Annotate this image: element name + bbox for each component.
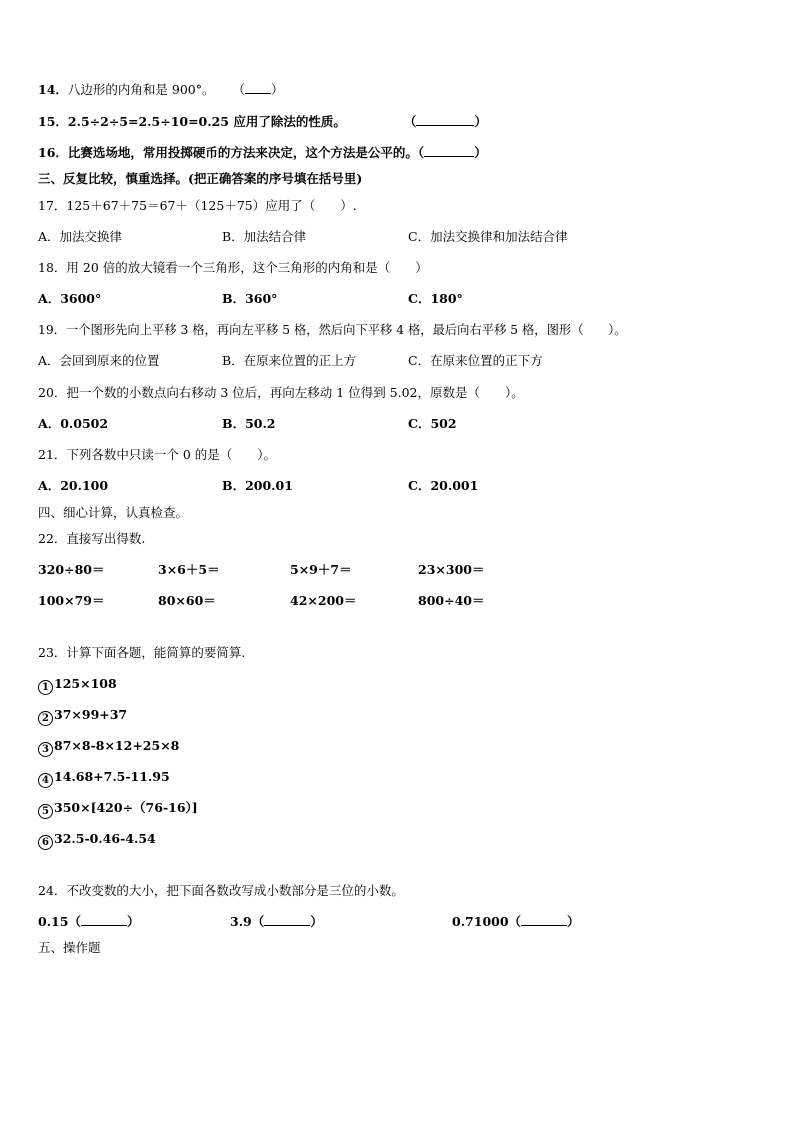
circled-number-6: 6 — [38, 835, 53, 850]
question-23-stem: 23．计算下面各题，能简算的要简算. — [38, 645, 246, 660]
calc-item: 100×79＝ — [38, 593, 105, 608]
calc-problem-3 — [38, 738, 179, 757]
question-16 — [38, 145, 487, 161]
answer-paren-close: ） — [474, 114, 487, 129]
option-c: C．在原来位置的正下方 — [408, 353, 543, 368]
calc-item: 3×6＋5＝ — [158, 562, 220, 577]
answer-blank[interactable] — [264, 914, 310, 926]
option-a: A．20.100 — [38, 478, 109, 493]
circled-number-3: 3 — [38, 742, 53, 757]
option-b: B．200.01 — [222, 478, 293, 493]
question-text: 八边形的内角和是 900°。 — [67, 82, 215, 97]
option-b: B．360° — [222, 291, 278, 306]
answer-paren-open: （ — [232, 82, 246, 97]
circled-number-5: 5 — [38, 804, 53, 819]
calc-problem-4 — [38, 769, 170, 788]
expression: 350×[420÷（76-16）] — [54, 800, 198, 815]
answer-blank[interactable] — [416, 114, 474, 126]
question-14 — [38, 82, 284, 98]
answer-paren-close: ） — [271, 82, 284, 97]
expression: 37×99+37 — [54, 707, 128, 722]
question-number: 14． — [38, 82, 68, 97]
circled-number-2: 2 — [38, 711, 53, 726]
option-c: C．180° — [408, 291, 463, 306]
question-19-stem: 19．一个图形先向上平移 3 格，再向左平移 5 格，然后向下平移 4 格，最后向右平移 5 格，图形（ ）。 — [38, 323, 627, 337]
calc-item: 800÷40＝ — [418, 593, 485, 608]
rewrite-item: 3.9（ ） — [230, 914, 323, 929]
question-24-stem: 24．不改变数的大小，把下面各数改写成小数部分是三位的小数。 — [38, 883, 404, 898]
option-a: A．会回到原来的位置 — [38, 353, 160, 368]
option-a: A．0.0502 — [38, 416, 109, 431]
answer-blank[interactable] — [521, 914, 567, 926]
calc-problem-6 — [38, 831, 156, 850]
question-21-stem: 21．下列各数中只读一个 0 的是（ ）。 — [38, 447, 277, 462]
answer-paren-open: （ — [403, 114, 417, 129]
calc-item: 80×60＝ — [158, 593, 216, 608]
calc-problem-1 — [38, 676, 117, 695]
question-22-stem: 22．直接写出得数. — [38, 531, 146, 546]
option-b: B．在原来位置的正上方 — [222, 353, 357, 368]
option-c: C．502 — [408, 416, 457, 431]
section-4-heading: 四、细心计算，认真检查。 — [38, 505, 189, 520]
option-c: C．加法交换律和加法结合律 — [408, 229, 568, 244]
option-c: C．20.001 — [408, 478, 479, 493]
section-5-heading: 五、操作题 — [38, 940, 101, 955]
expression: 125×108 — [54, 676, 117, 691]
circled-number-4: 4 — [38, 773, 53, 788]
answer-blank[interactable] — [81, 914, 127, 926]
circled-number-1: 1 — [38, 680, 53, 695]
question-15 — [38, 114, 487, 130]
question-20-stem: 20．把一个数的小数点向右移动 3 位后，再向左移动 1 位得到 5.02，原数是（ ）。 — [38, 385, 524, 400]
calc-item: 42×200＝ — [290, 593, 357, 608]
calc-problem-2 — [38, 707, 127, 726]
expression: 87×8-8×12+25×8 — [54, 738, 180, 753]
rewrite-item: 0.71000（ ） — [452, 914, 580, 929]
question-17-stem: 17．125＋67＋75＝67＋（125＋75）应用了（ ）. — [38, 198, 357, 213]
expression: 14.68+7.5-11.95 — [54, 769, 170, 784]
question-text: 2.5÷2÷5=2.5÷10=0.25 应用了除法的性质。 — [67, 114, 346, 129]
option-a: A．3600° — [38, 291, 102, 306]
option-b: B．50.2 — [222, 416, 276, 431]
rewrite-item: 0.15（ ） — [38, 914, 140, 929]
question-18-stem: 18．用 20 倍的放大镜看一个三角形，这个三角形的内角和是（ ） — [38, 260, 428, 275]
calc-item: 320÷80＝ — [38, 562, 105, 577]
calc-item: 23×300＝ — [418, 562, 485, 577]
calc-problem-5 — [38, 800, 198, 819]
question-number: 16． — [38, 145, 68, 160]
answer-paren-close: ） — [474, 145, 487, 160]
option-b: B．加法结合律 — [222, 229, 307, 244]
option-a: A．加法交换律 — [38, 229, 123, 244]
answer-paren-open: （ — [417, 145, 425, 160]
section-3-heading: 三、反复比较，慎重选择。(把正确答案的序号填在括号里) — [38, 171, 363, 186]
question-text: 比赛选场地，常用投掷硬币的方法来决定，这个方法是公平的。 — [67, 145, 418, 160]
answer-blank[interactable] — [245, 82, 271, 94]
calc-item: 5×9＋7＝ — [290, 562, 352, 577]
expression: 32.5-0.46-4.54 — [54, 831, 156, 846]
answer-blank[interactable] — [424, 145, 474, 157]
question-number: 15． — [38, 114, 68, 129]
